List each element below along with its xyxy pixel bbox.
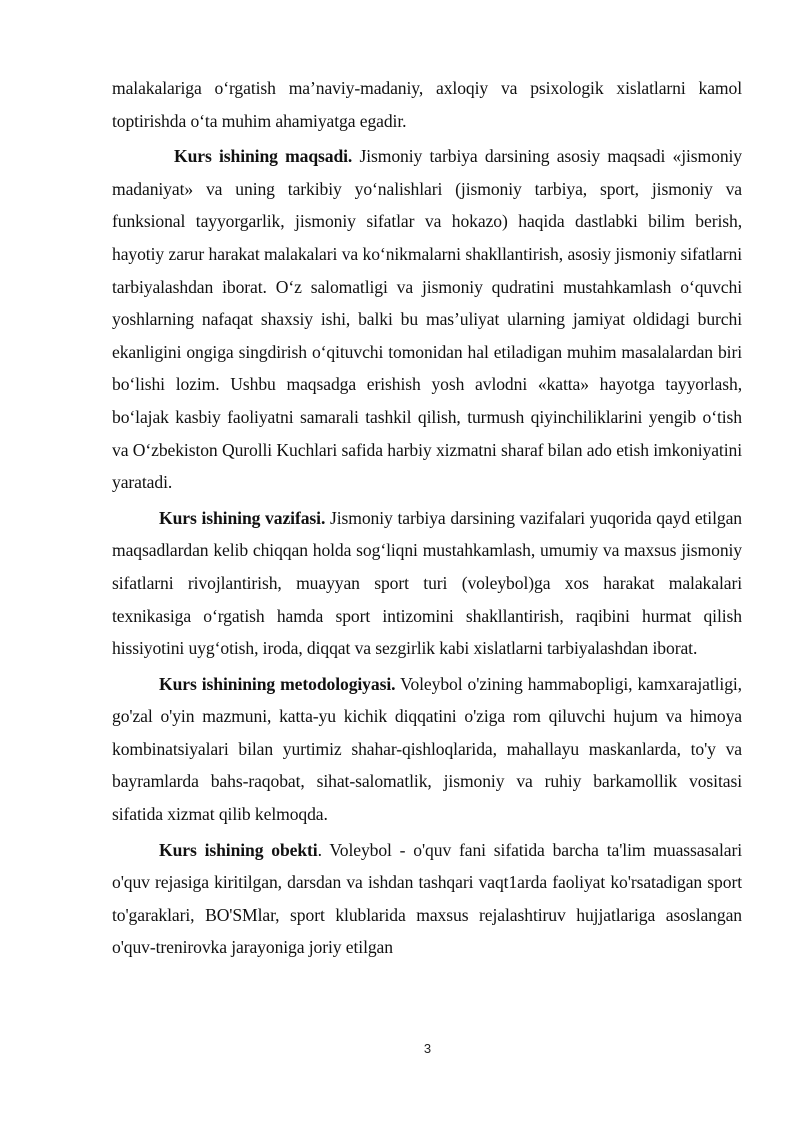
paragraph-text: Voleybol o'zining hammabopligi, kamxarajatligi, go'zal o'yin mazmuni, katta-yu kichik diqqatini o'ziga rom qiluvchi hujum va himoya kombinatsiyalari bilan yurtimiz shahar-qishloqlarida, mahallayu maskanlarda, to'y va bayramlarda bahs-raqobat, sihat-salomatlik, jismoniy va ruhiy barkamollik vositasi sifatida xizmat qilib kelmoqda.	[112, 673, 742, 825]
paragraph-lead: Kurs ishining maqsadi.	[174, 146, 353, 167]
paragraph-kurs-obekti	[112, 834, 742, 964]
paragraph-lead: Kurs ishining obekti	[159, 839, 318, 860]
paragraph-lead: Kurs ishinining metodologiyasi.	[159, 673, 396, 694]
paragraph-text: Jismoniy tarbiya darsining vazifalari yuqorida qayd etilgan maqsadlardan kelib chiqqan holda sog‘liqni mustahkamlash, umumiy va maxsus jismoniy sifatlarni rivojlantirish, muayyan sport turi (voleybol)ga xos harakat malakalari texnikasiga o‘rgatish hamda sport intizomini shakllantirish, raqibini hurmat qilish hissiyotini uyg‘otish, iroda, diqqat va sezgirlik kabi xislatlarni tarbiyalashdan iborat.	[112, 507, 742, 659]
paragraph-kurs-metodologiyasi	[112, 668, 742, 831]
paragraph-text: Jismoniy tarbiya darsining asosiy maqsadi «jismoniy madaniyat» va uning tarkibiy yo‘nalishlari (jismoniy tarbiya, sport, jismoniy va funksional tayyorgarlik, jismoniy sifatlar va hokazo) haqida dastlabki bilim berish, hayotiy zarur harakat malakalari va ko‘nikmalarni shakllantirish, asosiy jismoniy sifatlarni tarbiyalashdan iborat. O‘z salomatligi va jismoniy qudratini mustahkamlash o‘quvchi yoshlarning nafaqat shaxsiy ishi, balki bu mas’uliyat ularning jamiyat oldidagi burchi ekanligini ongiga singdirish o‘qituvchi tomonidan hal etiladigan muhim masalalardan biri bo‘lishi lozim. Ushbu maqsadga erishish yosh avlodni «katta» hayotga tayyorlash, bo‘lajak kasbiy faoliyatni samarali tashkil qilish, turmush qiyinchiliklarini yengib o‘tish va O‘zbekiston Qurolli Kuchlari safida harbiy xizmatni sharaf bilan ado etish imkoniyatini yaratadi.	[112, 146, 743, 493]
paragraph-text: malakalariga o‘rgatish ma’naviy-madaniy, axloqiy va psixologik xislatlarni kamol toptirishda o‘ta muhim ahamiyatga egadir.	[112, 78, 742, 131]
paragraph-intro-continuation	[112, 72, 742, 137]
page-number: 3	[423, 1041, 432, 1056]
paragraph-text: . Voleybol - o'quv fani sifatida barcha ta'lim muassasalari o'quv rejasiga kiritilgan, darsdan va ishdan tashqari vaqt1arda faoliyat ko'rsatadigan sport to'garaklari, BO'SMlar, sport klublarida maxsus rejalashtiruv hujjatlariga asoslangan o'quv-trenirovka jarayoniga joriy etilgan	[112, 839, 742, 958]
paragraph-kurs-vazifasi	[112, 502, 742, 665]
paragraph-kurs-maqsadi	[112, 140, 742, 499]
document-page	[112, 72, 742, 964]
paragraph-lead: Kurs ishining vazifasi.	[159, 507, 326, 528]
